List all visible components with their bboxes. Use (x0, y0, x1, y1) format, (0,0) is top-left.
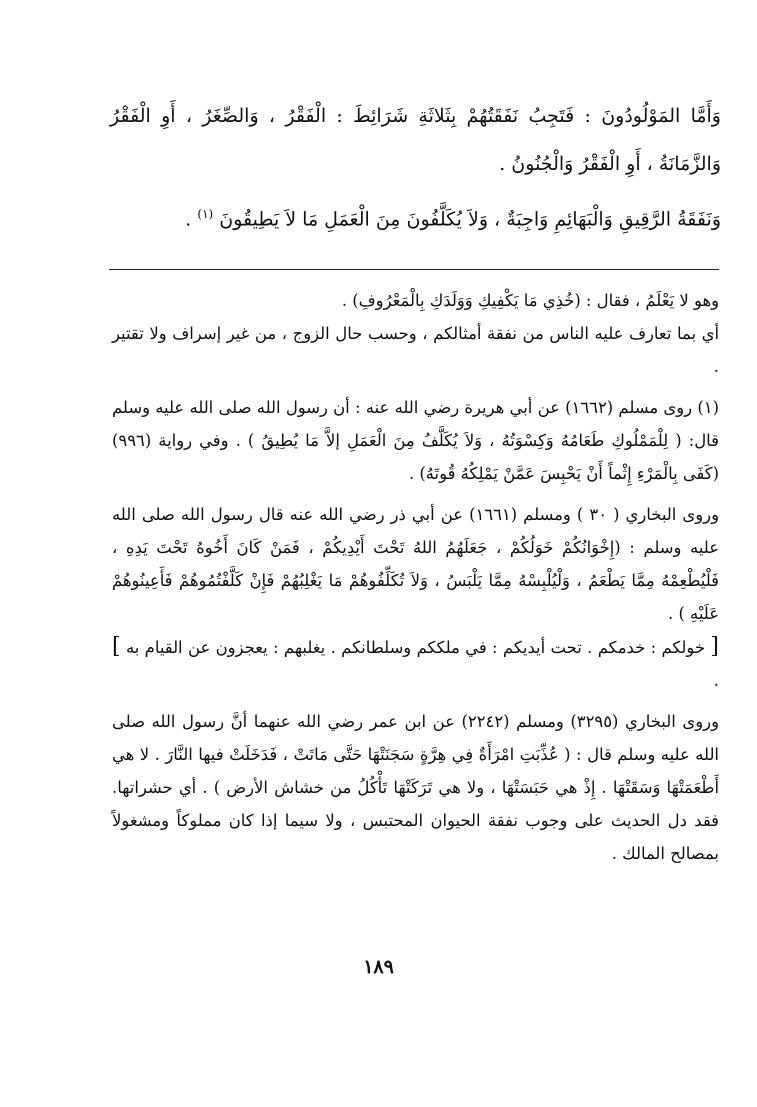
footnote-hadith: وروى البخاري ( ٣٠ ) ومسلم (١٦٦١) عن أبي ذر رضي الله عنه قال رسول الله صلى الله عليه وسلم : (إِخْوَانُكُمْ خَوَلُكُمْ ، جَعَلَهُمُ اللهُ تَحْتَ أَيْدِيكُمْ ، فَمَنْ كَانَ أَخُوهُ تَحْتَ يَدِهِ ، فَلْيُطْعِمْهُ مِمَّا يَطْعَمُ ، وَلْيُلْبِسْهُ مِمَّا يَلْبَسُ ، وَلاَ تُكَلِّفُوهُمْ مَا يَغْلِبُهُمْ فَإِنْ كَلَّفْتُمُوهُمْ فَأَعِينُوهُمْ عَلَيْهِ ) . (112, 505, 719, 623)
footnote-separator (109, 269, 719, 270)
footnote-hadith: وروى البخاري (٣٢٩٥) ومسلم (٢٢٤٢) عن ابن عمر رضي الله عنهما أنَّ رسول الله صلى الله عليه وسلم قال : ( عُذِّبَتِ امْرَأَةٌ فِي هِرَّةٍ سَجَنَتْهَا حَتَّى مَاتَتْ ، فَدَخَلَتْ فيها النَّارَ . لا هي أَطْعَمَتْهَا وَسَقَتْهَا . إِذْ هي حَبَسَتْهَا ، ولا هي تَرَكَتْهَا تَأْكُلُ من خشاش الأرض ) . أي حشراتها. فقد دل الحديث على وجوب نفقة الحيوان المحتبس ، ولا سيما إذا كان مملوكاً ومشغولاً بمصالح المالك . (112, 712, 719, 863)
footnotes (112, 284, 719, 870)
glossary-end: . (713, 671, 719, 690)
footnote-continuation: أي بما تعارف عليه الناس من نفقة أمثالكم ، وحسب حال الزوج ، من غير إسراف ولا تقتير . (112, 324, 719, 376)
main-paragraph-end: . (185, 208, 198, 231)
main-paragraph (110, 190, 721, 243)
main-paragraph-text: وَنَفَقَةُ الرَّقِيقِ وَالْبَهَائِمِ وَاجِبَةٌ ، وَلاَ يُكَلَّفُونَ مِنَ الْعَمَلِ مَا لاَ يَطِيقُونَ (219, 208, 721, 231)
footnote-marker[interactable]: (١) (197, 207, 214, 221)
main-paragraph: وَأَمَّا المَوْلُودُونَ : فَتَجِبُ نَفَقَتُهُمْ بِثَلاثَةِ شَرَائِطَ : الْفَقْرُ ، وَالصِّغَرُ ، أَوِ الْفَقْرُ وَالزَّمَانَةُ ، أَوِ الْفَقْرُ وَالْجُنُونُ . (110, 105, 721, 175)
main-text (110, 92, 721, 243)
page-number: ١٨٩ (363, 956, 394, 978)
footnote-glossary (112, 630, 719, 697)
footnote-1: (١) روى مسلم (١٦٦٢) عن أبي هريرة رضي الله عنه : أن رسول الله صلى الله عليه وسلم قال: ( لِلْمَمْلُوكِ طَعَامُهُ وَكِسْوَتُهُ ، وَلاَ يُكَلَّفُ مِنَ الْعَمَلِ إلاَّ مَا يُطِيقُ ) . وفي رواية (٩٩٦) (كَفَى بِالْمَرْءِ إِثْماً أَنْ يَحْبِسَ عَمَّنْ يَمْلِكُهُ قُوتَهُ) . (112, 398, 719, 483)
glossary-text: خولكم : خدمكم . تحت أيديكم : في ملككم وسلطانكم . يغلبهم : يعجزون عن القيام به (120, 638, 711, 657)
open-bracket: [ (710, 634, 719, 659)
footnote-continuation: وهو لا يَعْلَمُ ، فقال : (خُذِي مَا يَكْفِيكِ وَوَلَدَكِ بِالْمَعْرُوفِ) . (341, 291, 719, 310)
close-bracket: ] (112, 634, 121, 659)
